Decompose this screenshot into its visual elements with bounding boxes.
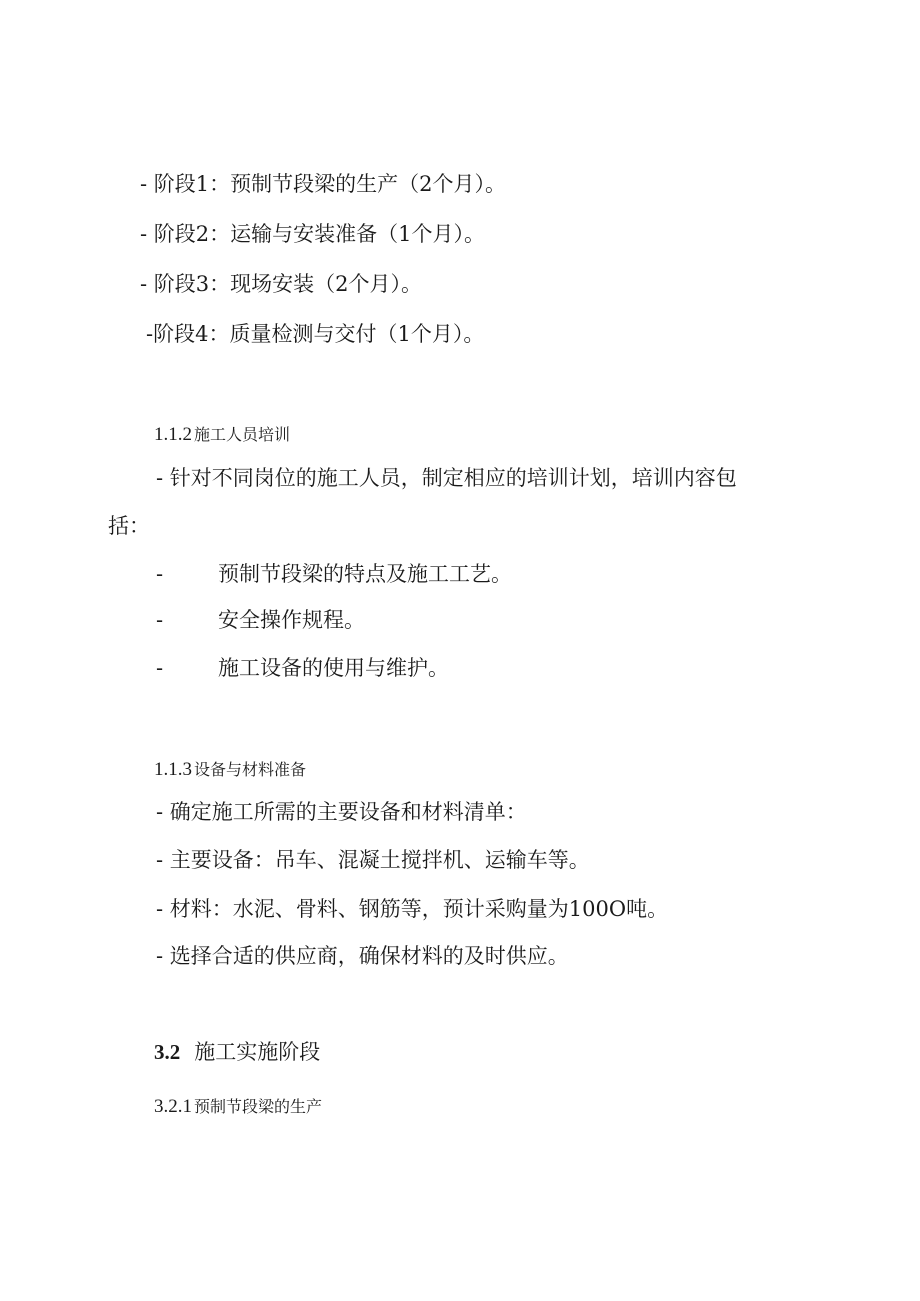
section-heading-1-1-3: [154, 758, 306, 782]
training-intro-line-1: - 针对不同岗位的施工人员，制定相应的培训计划，培训内容包: [156, 466, 737, 490]
section-number: 3.2.1: [154, 1096, 192, 1117]
section-heading-1-1-2: [154, 423, 290, 447]
equipment-line-4: - 选择合适的供应商，确保材料的及时供应。: [156, 944, 569, 968]
section-title: 施工实施阶段: [194, 1040, 321, 1064]
phase-line-3: - 阶段3：现场安装（2个月）。: [140, 272, 422, 296]
list-item-text: 施工设备的使用与维护。: [218, 656, 449, 680]
section-number: 1.1.3: [154, 759, 192, 780]
phase-line-4: -阶段4：质量检测与交付（1个月）。: [146, 322, 485, 346]
list-item-text: 预制节段梁的特点及施工工艺。: [218, 562, 512, 586]
section-heading-3-2-1: [154, 1095, 322, 1119]
equipment-line-1: - 确定施工所需的主要设备和材料清单：: [156, 800, 527, 824]
equipment-line-3: - 材料：水泥、骨料、钢筋等，预计采购量为100O吨。: [156, 897, 669, 921]
section-title: 预制节段梁的生产: [194, 1097, 323, 1116]
section-number: 3.2: [154, 1040, 181, 1064]
training-intro-line-2: 括：: [108, 514, 150, 538]
list-dash: -: [156, 656, 164, 680]
section-title: 施工人员培训: [194, 425, 291, 444]
list-dash: -: [156, 562, 164, 586]
phase-line-2: - 阶段2：运输与安装准备（1个月）。: [140, 222, 485, 246]
section-title: 设备与材料准备: [194, 760, 307, 779]
section-heading-3-2: [154, 1037, 320, 1068]
equipment-line-2: - 主要设备：吊车、混凝土搅拌机、运输车等。: [156, 848, 590, 872]
section-number: 1.1.2: [154, 424, 192, 445]
list-dash: -: [156, 608, 164, 632]
phase-line-1: - 阶段1：预制节段梁的生产（2个月）。: [140, 172, 506, 196]
list-item-text: 安全操作规程。: [218, 608, 365, 632]
